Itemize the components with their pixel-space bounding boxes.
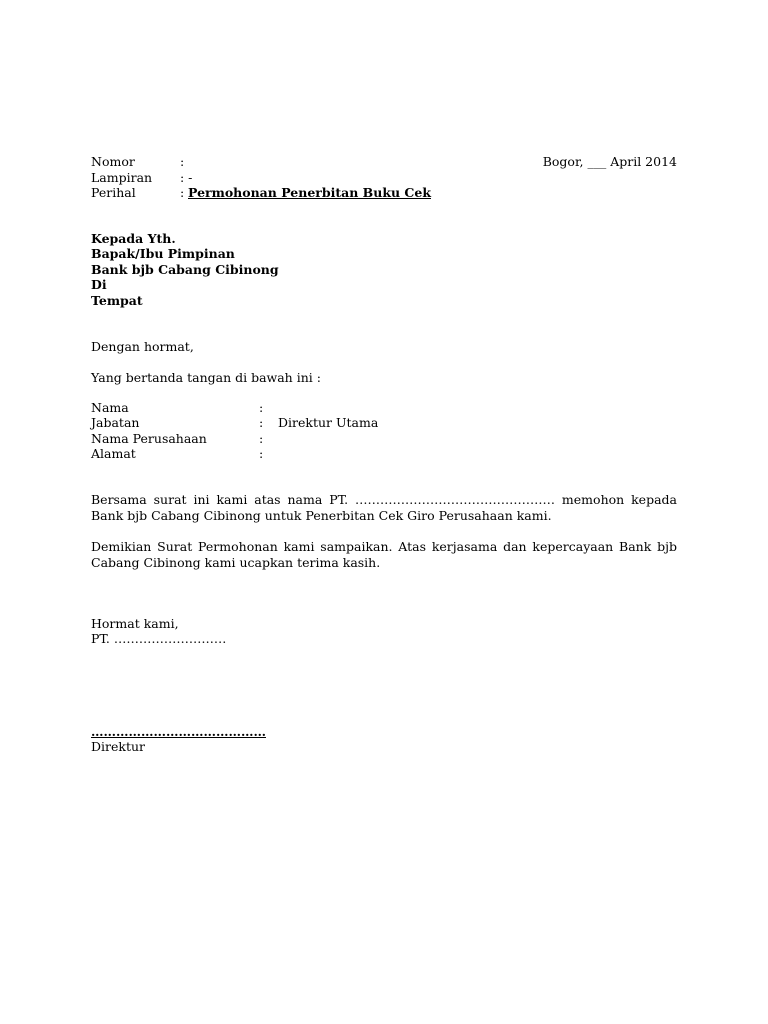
place-date: Bogor, ___ April 2014 bbox=[542, 154, 677, 169]
perihal-colon: : bbox=[180, 185, 185, 200]
recipient-line-4: Di bbox=[91, 277, 107, 292]
field-colon: : bbox=[259, 431, 264, 446]
nomor-colon: : bbox=[180, 154, 185, 169]
recipient-line-3: Bank bjb Cabang Cibinong bbox=[91, 262, 279, 277]
lampiran-value: : - bbox=[180, 170, 193, 185]
field-colon: : bbox=[259, 446, 264, 461]
field-label: Alamat bbox=[91, 446, 136, 461]
field-row-nama-perusahaan bbox=[91, 431, 691, 447]
perihal-value: Permohonan Penerbitan Buku Cek bbox=[188, 185, 431, 200]
signature-line: …………………………………… bbox=[91, 724, 266, 739]
field-row-nama bbox=[91, 400, 691, 416]
recipient-line-1: Kepada Yth. bbox=[91, 231, 176, 246]
field-label: Nama Perusahaan bbox=[91, 431, 207, 446]
field-row-alamat bbox=[91, 446, 691, 462]
intro-line: Yang bertanda tangan di bawah ini : bbox=[91, 370, 321, 385]
nomor-label: Nomor bbox=[91, 154, 135, 169]
recipient-line-5: Tempat bbox=[91, 293, 143, 308]
closing-salutation: Hormat kami, bbox=[91, 616, 179, 631]
field-row-jabatan bbox=[91, 415, 691, 431]
field-label: Jabatan bbox=[91, 415, 140, 430]
body-paragraph-2: Demikian Surat Permohonan kami sampaikan. Atas kerjasama dan kepercayaan Bank bjb Cabang Cibinong kami ucapkan terima kasih. bbox=[91, 539, 677, 570]
closing-company: PT. ……………………… bbox=[91, 631, 227, 646]
field-colon: : bbox=[259, 415, 264, 430]
lampiran-label: Lampiran bbox=[91, 170, 153, 185]
field-label: Nama bbox=[91, 400, 129, 415]
recipient-line-2: Bapak/Ibu Pimpinan bbox=[91, 246, 235, 261]
greeting: Dengan hormat, bbox=[91, 339, 194, 354]
signatory-title: Direktur bbox=[91, 739, 146, 754]
field-value: Direktur Utama bbox=[278, 415, 379, 430]
perihal-label: Perihal bbox=[91, 185, 136, 200]
body-paragraph-1: Bersama surat ini kami atas nama PT. ………………………………………… memohon kepada Bank bjb Cabang Cibinong untuk Penerbitan Cek Giro Perusahaan kami. bbox=[91, 492, 677, 523]
field-colon: : bbox=[259, 400, 264, 415]
